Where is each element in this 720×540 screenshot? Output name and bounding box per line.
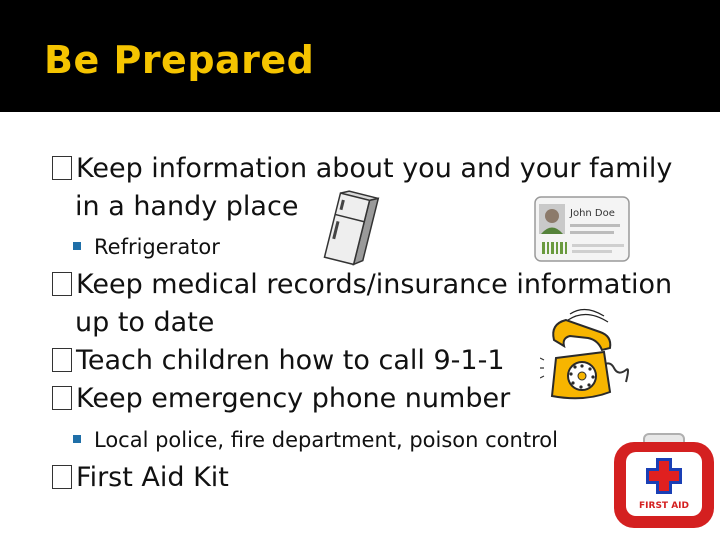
bullet-1 <box>52 152 672 186</box>
bullet-text: Teach children how to call 9-1-1 <box>76 345 505 376</box>
bullet-text: First Aid Kit <box>76 462 229 493</box>
sub-bullet-1 <box>73 233 220 261</box>
sub-bullet-marker <box>73 435 81 443</box>
bullet-text: Keep information about you and your family <box>76 153 673 184</box>
bullet-2 <box>52 268 672 302</box>
bullet-2-continuation <box>75 306 214 340</box>
sub-bullet-text: Refrigerator <box>94 235 220 259</box>
telephone-icon <box>540 306 630 410</box>
bullet-marker <box>52 272 72 296</box>
bullet-marker <box>52 386 72 410</box>
id-card-icon <box>534 196 630 262</box>
refrigerator-icon <box>312 190 384 268</box>
bullet-4 <box>52 382 510 416</box>
bullet-5 <box>52 461 229 495</box>
first-aid-kit-icon <box>612 432 716 530</box>
bullet-text: in a handy place <box>75 191 299 222</box>
sub-bullet-text: Local police, fire department, poison control <box>94 428 558 452</box>
bullet-3 <box>52 344 505 378</box>
id-card-name: John Doe <box>570 208 615 219</box>
bullet-1-continuation <box>75 190 298 224</box>
first-aid-label: FIRST AID <box>639 501 689 511</box>
bullet-marker <box>52 348 72 372</box>
bullet-marker <box>52 156 72 180</box>
sub-bullet-marker <box>73 242 81 250</box>
bullet-marker <box>52 465 72 489</box>
sub-bullet-2 <box>73 426 558 454</box>
page-title: Be Prepared <box>44 38 315 82</box>
bullet-text: Keep medical records/insurance information <box>76 269 673 300</box>
bullet-text: up to date <box>75 307 215 338</box>
bullet-text: Keep emergency phone number <box>76 383 511 414</box>
